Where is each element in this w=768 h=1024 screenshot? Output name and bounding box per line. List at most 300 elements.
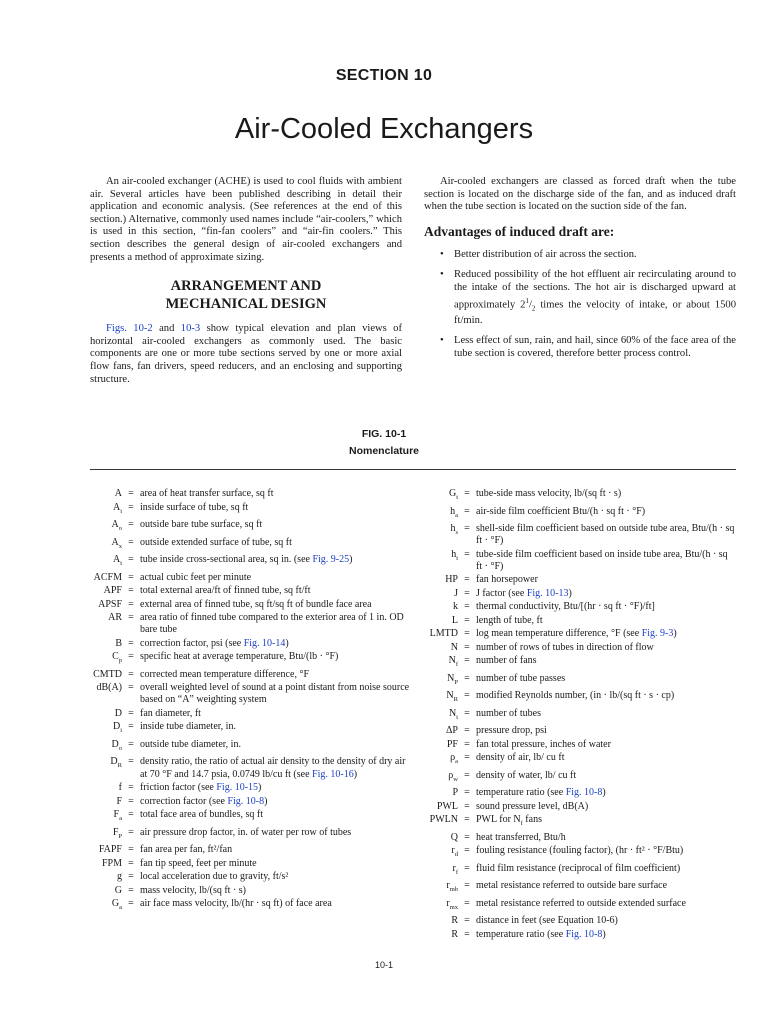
definition-text: ): [264, 795, 268, 807]
equals-sign: =: [128, 585, 134, 596]
nomenclature-row: [424, 725, 736, 737]
nomenclature-symbol: [424, 690, 458, 706]
nomenclature-definition: [140, 898, 410, 914]
list-item: [440, 269, 736, 327]
nomenclature-symbol: [90, 599, 122, 611]
advantages-heading: Advantages of induced draft are:: [424, 223, 615, 239]
symbol-text: HP: [445, 574, 458, 586]
page-title: Air-Cooled Exchangers: [234, 113, 534, 145]
nomenclature-row: [424, 574, 736, 586]
nomenclature-left-column: [90, 488, 410, 916]
nomenclature-row: [424, 488, 736, 504]
nomenclature-definition: [140, 809, 410, 825]
equals-sign: =: [128, 707, 134, 719]
nomenclature-definition: [476, 588, 736, 600]
equals-sign: =: [464, 601, 470, 613]
bullet-icon: •: [440, 269, 444, 281]
nomenclature-symbol: [90, 796, 122, 808]
page-number: 10-1: [374, 960, 393, 970]
nomenclature-definition: [140, 682, 410, 706]
nomenclature-definition: [140, 572, 410, 584]
definition-text: ): [353, 768, 358, 780]
nomenclature-symbol: [424, 673, 458, 689]
nomenclature-symbol: [424, 615, 458, 627]
nomenclature-symbol: [424, 880, 458, 896]
figure-caption: Nomenclature: [348, 445, 420, 457]
nomenclature-symbol: [424, 770, 458, 786]
symbol-text: PWLN: [429, 814, 458, 826]
definition-text: number of fans: [476, 655, 537, 667]
symbol-text: ρ: [450, 752, 456, 764]
symbol-text: ΔP: [446, 725, 458, 737]
symbol-text: N: [447, 672, 455, 684]
nomenclature-symbol: [424, 708, 458, 724]
symbol-subscript: f: [455, 661, 458, 669]
definition-text: number of tube passes: [476, 672, 566, 684]
symbol-text: ACFM: [93, 571, 122, 583]
equals-sign: =: [464, 587, 470, 599]
nomenclature-definition: [476, 601, 736, 613]
definition-text: number of rows of tubes in direction of flow: [476, 641, 654, 653]
equals-sign: =: [464, 831, 470, 843]
nomenclature-definition: [140, 612, 410, 636]
definition-text: overall weighted level of sound at a point distant from noise source based on “A” weighting system: [140, 682, 410, 706]
nomenclature-symbol: [424, 832, 458, 844]
nomenclature-row: [90, 756, 410, 780]
nomenclature-definition: [476, 915, 736, 927]
definition-text: fan tip speed, feet per minute: [140, 857, 257, 869]
definition-text: temperature ratio (see: [476, 787, 566, 799]
nomenclature-definition: [140, 638, 410, 650]
definition-text: actual cubic feet per minute: [140, 571, 252, 583]
symbol-subscript: x: [118, 542, 122, 550]
definition-text: modified Reynolds number, (in · lb/(sq ft · s · cp): [476, 690, 675, 702]
definition-subscript: f: [520, 820, 523, 828]
equals-sign: =: [128, 519, 134, 530]
symbol-text: CMTD: [93, 668, 122, 680]
definition-text: ): [349, 554, 353, 565]
symbol-text: G: [111, 898, 120, 910]
nomenclature-row: [424, 814, 736, 830]
fraction-slash: /: [528, 299, 532, 311]
nomenclature-symbol: [90, 537, 122, 553]
nomenclature-symbol: [90, 488, 122, 500]
nomenclature-row: [424, 770, 736, 786]
symbol-text: k: [453, 601, 458, 613]
nomenclature-symbol: [90, 827, 122, 843]
nomenclature-definition: [476, 673, 736, 689]
nomenclature-row: [424, 523, 736, 547]
equals-sign: =: [464, 800, 470, 812]
equals-sign: =: [464, 523, 470, 534]
nomenclature-definition: [476, 739, 736, 751]
arrangement-and: and: [152, 323, 181, 335]
equals-sign: =: [128, 612, 134, 623]
nomenclature-symbol: [424, 929, 458, 941]
symbol-text: ρ: [448, 769, 454, 781]
definition-text: fan area per fan, ft²/fan: [140, 844, 233, 856]
definition-text: ): [673, 628, 677, 640]
figure-link[interactable]: Fig. 10-8: [565, 787, 603, 799]
nomenclature-definition: [140, 739, 410, 755]
figure-link[interactable]: Fig. 10-14: [243, 637, 286, 649]
nomenclature-symbol: [90, 572, 122, 584]
equals-sign: =: [464, 690, 470, 702]
nomenclature-row: [90, 651, 410, 667]
nomenclature-symbol: [424, 506, 458, 522]
definition-text: temperature ratio (see: [476, 928, 566, 940]
figure-number: FIG. 10-1: [361, 428, 407, 440]
nomenclature-symbol: [424, 628, 458, 640]
nomenclature-definition: [140, 585, 410, 597]
figure-link[interactable]: Figs. 10-2: [106, 323, 153, 335]
symbol-text: PWL: [436, 800, 458, 812]
symbol-subscript: a: [455, 511, 458, 519]
nomenclature-row: [90, 809, 410, 825]
symbol-text: PF: [446, 738, 458, 750]
symbol-subscript: mb: [449, 886, 458, 894]
definition-text: friction factor (see: [140, 782, 217, 794]
nomenclature-definition: [140, 488, 410, 500]
nomenclature-definition: [476, 880, 736, 896]
section-heading-line2: MECHANICAL DESIGN: [165, 296, 327, 313]
nomenclature-definition: [476, 655, 736, 671]
symbol-text: G: [114, 884, 122, 896]
figure-link[interactable]: Fig. 10-15: [216, 782, 259, 794]
left-column: [90, 176, 402, 386]
definition-text: air pressure drop factor, in. of water per row of tubes: [140, 826, 352, 838]
figure-link[interactable]: Fig. 9-3: [641, 628, 674, 640]
nomenclature-symbol: [90, 612, 122, 636]
equals-sign: =: [464, 672, 470, 684]
nomenclature-row: [424, 642, 736, 654]
list-item: [440, 249, 736, 262]
nomenclature-definition: [140, 708, 410, 720]
symbol-subscript: P: [454, 678, 458, 686]
symbol-text: g: [117, 871, 122, 883]
nomenclature-definition: [140, 885, 410, 897]
figure-link[interactable]: Fig. 10-16: [312, 768, 354, 780]
nomenclature-definition: [140, 502, 410, 518]
section-heading: [90, 277, 402, 313]
nomenclature-symbol: [90, 554, 122, 570]
nomenclature-definition: [476, 770, 736, 786]
nomenclature-symbol: [424, 787, 458, 799]
definition-text: density of water, lb/ cu ft: [476, 769, 577, 781]
nomenclature-symbol: [90, 809, 122, 825]
nomenclature-definition: [476, 787, 736, 799]
advantages-list: [424, 249, 736, 361]
symbol-text: h: [450, 505, 456, 517]
figure-link[interactable]: 10-3: [180, 323, 201, 335]
equals-sign: =: [128, 637, 134, 649]
nomenclature-symbol: [424, 523, 458, 547]
equals-sign: =: [128, 782, 134, 794]
nomenclature-row: [90, 721, 410, 737]
nomenclature-definition: [476, 898, 736, 914]
nomenclature-row: [424, 615, 736, 627]
definition-text: fouling resistance (fouling factor), (hr · ft² · °F/Btu): [476, 845, 684, 857]
nomenclature-row: [424, 832, 736, 844]
definition-text: external area of finned tube, sq ft/sq ft of bundle face area: [140, 598, 372, 610]
nomenclature-row: [90, 844, 410, 856]
nomenclature-row: [90, 682, 410, 706]
definition-text: J factor (see: [476, 587, 527, 599]
symbol-text: N: [450, 641, 458, 653]
definition-text: length of tube, ft: [476, 614, 543, 626]
definition-text: local acceleration due to gravity, ft/s²: [140, 871, 289, 883]
nomenclature-definition: [476, 929, 736, 941]
nomenclature-symbol: [424, 739, 458, 751]
arrangement-text: show typical elevation and plan views of horizontal air-cooled exchangers as commonly used. The basic components are one or more tube sections served by one or more axial flow fans, fan drivers, speed reducers, and an enclosing and supporting structure.: [90, 323, 403, 385]
nomenclature-row: [424, 915, 736, 927]
equals-sign: =: [128, 536, 134, 548]
equals-sign: =: [128, 809, 134, 821]
nomenclature-symbol: [424, 801, 458, 813]
definition-text: distance in feet (see Equation 10-6): [476, 915, 618, 927]
nomenclature-symbol: [424, 863, 458, 879]
definition-text: metal resistance referred to outside extended surface: [476, 897, 686, 909]
nomenclature-row: [90, 488, 410, 500]
definition-text: density of air, lb/ cu ft: [476, 752, 565, 764]
definition-text: shell-side film coefficient based on outside tube area, Btu/(h · sq ft · °F): [476, 523, 735, 547]
section-label: SECTION 10: [335, 67, 433, 84]
fraction-numerator: 1: [525, 296, 529, 305]
nomenclature-symbol: [424, 488, 458, 504]
nomenclature-row: [424, 506, 736, 522]
symbol-subscript: d: [454, 851, 458, 859]
symbol-text: N: [448, 655, 456, 667]
symbol-text: N: [446, 690, 454, 702]
figure-link[interactable]: Fig. 10-8: [565, 928, 603, 940]
bullet-text: Less effect of sun, rain, and hail, since 60% of the face area of the tube section is covered, therefore better process control.: [454, 335, 736, 359]
symbol-text: FAPF: [98, 844, 122, 856]
definition-text: outside tube diameter, in.: [140, 738, 241, 750]
definition-text: air-side film coefficient Btu/(h · sq ft · °F): [476, 505, 646, 517]
symbol-subscript: o: [118, 525, 122, 532]
equals-sign: =: [464, 915, 470, 927]
definition-text: metal resistance referred to outside bare surface: [476, 880, 668, 892]
definition-text: area ratio of finned tube compared to the exterior area of 1 in. OD bare tube: [140, 612, 404, 636]
section-heading-line1: ARRANGEMENT AND: [170, 278, 322, 295]
nomenclature-row: [424, 673, 736, 689]
equals-sign: =: [464, 862, 470, 874]
nomenclature-symbol: [90, 782, 122, 794]
nomenclature-row: [424, 898, 736, 914]
symbol-text: Q: [450, 831, 458, 843]
symbol-subscript: w: [453, 775, 458, 783]
nomenclature-row: [90, 858, 410, 870]
nomenclature-definition: [140, 871, 410, 883]
nomenclature-row: [90, 708, 410, 720]
figure-link[interactable]: Fig. 10-8: [227, 795, 265, 807]
nomenclature-symbol: [90, 756, 122, 780]
nomenclature-row: [90, 782, 410, 794]
equals-sign: =: [464, 928, 470, 940]
nomenclature-row: [90, 502, 410, 518]
symbol-subscript: R: [453, 696, 458, 704]
nomenclature-row: [424, 787, 736, 799]
symbol-text: D: [114, 707, 122, 719]
definition-text: mass velocity, lb/(sq ft · s): [140, 884, 247, 896]
symbol-text: APF: [103, 585, 122, 596]
definition-text: correction factor (see: [140, 795, 228, 807]
nomenclature-symbol: [90, 708, 122, 720]
nomenclature-symbol: [424, 915, 458, 927]
symbol-text: G: [448, 488, 457, 499]
equals-sign: =: [464, 548, 470, 560]
nomenclature-definition: [476, 801, 736, 813]
nomenclature-row: [90, 669, 410, 681]
nomenclature-symbol: [424, 898, 458, 914]
bullet-text: times the velocity of intake, or about 1500 ft/min.: [454, 299, 736, 326]
equals-sign: =: [464, 738, 470, 750]
definition-text: tube inside cross-sectional area, sq in. (see: [140, 554, 313, 565]
equals-sign: =: [464, 641, 470, 653]
nomenclature-definition: [140, 796, 410, 808]
symbol-text: r: [452, 862, 456, 874]
equals-sign: =: [128, 795, 134, 807]
equals-sign: =: [128, 884, 134, 896]
symbol-text: A: [114, 488, 122, 499]
nomenclature-row: [424, 628, 736, 640]
nomenclature-row: [90, 638, 410, 650]
nomenclature-row: [90, 554, 410, 570]
equals-sign: =: [128, 826, 134, 838]
nomenclature-definition: [476, 488, 736, 504]
nomenclature-definition: [140, 827, 410, 843]
definition-text: total face area of bundles, sq ft: [140, 809, 264, 821]
symbol-text: F: [112, 826, 119, 838]
nomenclature-definition: [140, 756, 410, 780]
symbol-text: A: [112, 501, 121, 513]
nomenclature-definition: [476, 523, 736, 547]
nomenclature-symbol: [90, 669, 122, 681]
symbol-text: F: [116, 795, 122, 807]
bullet-icon: •: [440, 335, 444, 347]
nomenclature-symbol: [424, 549, 458, 573]
nomenclature-row: [424, 863, 736, 879]
symbol-subscript: p: [118, 657, 122, 665]
equals-sign: =: [128, 738, 134, 750]
symbol-text: B: [115, 637, 122, 649]
definition-text: ): [258, 782, 262, 794]
nomenclature-definition: [476, 642, 736, 654]
symbol-subscript: i: [120, 727, 122, 735]
symbol-text: APSF: [98, 598, 122, 610]
definition-text: thermal conductivity, Btu/[(hr · sq ft · °F)/ft]: [476, 601, 655, 613]
nomenclature-symbol: [424, 752, 458, 768]
definition-text: outside bare tube surface, sq ft: [140, 519, 263, 530]
equals-sign: =: [128, 721, 134, 733]
nomenclature-definition: [476, 832, 736, 844]
nomenclature-definition: [476, 574, 736, 586]
bullet-icon: •: [440, 248, 444, 260]
symbol-text: D: [110, 756, 118, 768]
fraction-denominator: 2: [531, 304, 536, 313]
equals-sign: =: [464, 814, 470, 826]
symbol-subscript: t: [456, 494, 458, 501]
definition-text: density ratio, the ratio of actual air density to the density of dry air at 70 °F and 14.7 psia, 0.0749 lb/cu ft (see: [140, 756, 406, 780]
draft-paragraph: Air-cooled exchangers are classed as forced draft when the tube section is located on the discharge side of the fan, and as induced draft when the tube section is located on the suction side of the fan.: [424, 176, 736, 213]
symbol-subscript: t: [120, 560, 122, 567]
nomenclature-symbol: [90, 721, 122, 737]
nomenclature-definition: [476, 814, 736, 830]
figure-link[interactable]: Fig. 9-25: [312, 554, 350, 565]
definition-text: specific heat at average temperature, Btu/(lb · °F): [140, 651, 339, 663]
nomenclature-row: [424, 929, 736, 941]
nomenclature-symbol: [424, 574, 458, 586]
symbol-subscript: P: [118, 832, 122, 840]
nomenclature-symbol: [424, 601, 458, 613]
symbol-text: F: [113, 809, 120, 821]
equals-sign: =: [464, 707, 470, 719]
nomenclature-symbol: [90, 844, 122, 856]
equals-sign: =: [464, 752, 470, 764]
definition-text: log mean temperature difference, °F (see: [476, 628, 642, 640]
nomenclature-symbol: [424, 725, 458, 737]
equals-sign: =: [464, 897, 470, 909]
symbol-text: LMTD: [429, 628, 458, 640]
nomenclature-definition: [140, 669, 410, 681]
definition-text: tube-side mass velocity, lb/(sq ft · s): [476, 488, 622, 499]
symbol-subscript: o: [118, 744, 122, 752]
symbol-text: N: [448, 707, 457, 719]
nomenclature-row: [90, 537, 410, 553]
equals-sign: =: [464, 845, 470, 857]
symbol-text: A: [111, 536, 119, 548]
symbol-text: r: [446, 880, 450, 892]
equals-sign: =: [128, 651, 134, 663]
symbol-subscript: i: [120, 507, 122, 515]
definition-text: total external area/ft of finned tube, sq ft/ft: [140, 585, 311, 596]
intro-paragraph: An air-cooled exchanger (ACHE) is used to cool fluids with ambient air. Several articles have been published describing in detail their application and economic analysis. (See references at the end of this section.) Alternative, commonly used names include “air-coolers,” which is used in this section, “fin-fan coolers” and “air-fin coolers.” This section describes the general design of air-cooled exchangers and presents a method of approximate sizing.: [90, 176, 402, 263]
symbol-subscript: a: [119, 904, 122, 912]
nomenclature-right-column: [424, 488, 736, 942]
symbol-subscript: R: [117, 762, 122, 770]
nomenclature-symbol: [424, 642, 458, 654]
symbol-text: D: [111, 738, 119, 750]
nomenclature-symbol: [90, 739, 122, 755]
figure-link[interactable]: Fig. 10-13: [526, 587, 569, 599]
symbol-text: P: [452, 787, 458, 799]
equals-sign: =: [128, 871, 134, 883]
nomenclature-definition: [476, 628, 736, 640]
nomenclature-row: [424, 601, 736, 613]
definition-text: area of heat transfer surface, sq ft: [140, 488, 274, 499]
nomenclature-definition: [476, 708, 736, 724]
definition-text: tube-side film coefficient based on inside tube area, Btu/(h · sq ft · °F): [476, 548, 728, 572]
symbol-subscript: s: [455, 529, 458, 536]
symbol-text: r: [451, 845, 455, 857]
equals-sign: =: [464, 725, 470, 737]
nomenclature-row: [424, 588, 736, 600]
definition-text: corrected mean temperature difference, °F: [140, 668, 309, 680]
nomenclature-definition: [476, 725, 736, 737]
symbol-text: D: [112, 721, 121, 733]
symbol-text: R: [451, 915, 458, 927]
equals-sign: =: [128, 898, 134, 910]
equals-sign: =: [464, 769, 470, 781]
nomenclature-row: [90, 519, 410, 535]
definition-text: ): [602, 787, 606, 799]
nomenclature-symbol: [90, 898, 122, 914]
nomenclature-row: [90, 871, 410, 883]
equals-sign: =: [128, 488, 134, 499]
nomenclature-symbol: [90, 858, 122, 870]
equals-sign: =: [464, 505, 470, 517]
nomenclature-symbol: [90, 585, 122, 597]
